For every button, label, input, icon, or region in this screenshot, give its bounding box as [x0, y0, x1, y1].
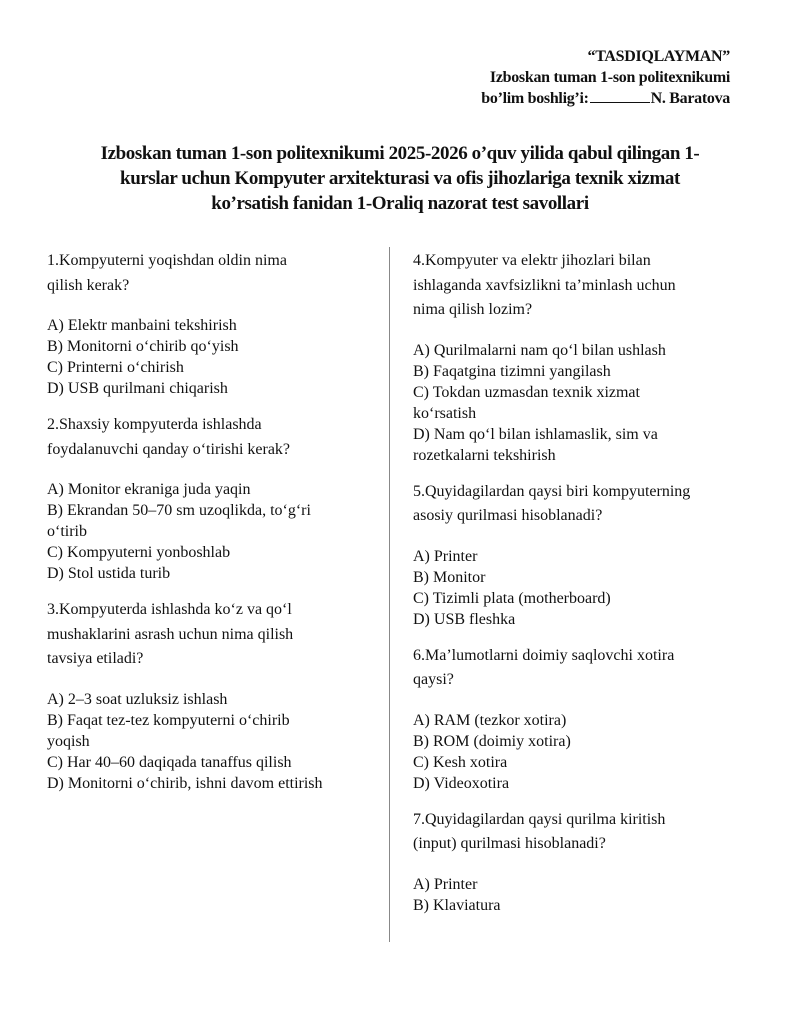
question-line: 5.Quyidagilardan qaysi biri kompyuterning	[413, 482, 691, 500]
answer-option: C) Tizimli plata (motherboard)	[413, 589, 611, 607]
column-divider	[389, 247, 390, 942]
question-line: tavsiya etiladi?	[47, 650, 144, 667]
answer-option: D) Stol ustida turib	[47, 565, 171, 582]
answer-options	[413, 710, 743, 794]
answer-option: A) Printer	[413, 547, 478, 565]
question-block	[47, 413, 377, 584]
answer-option: B) Faqat tez-tez kompyuterni o‘chirib	[47, 711, 290, 729]
question-text	[47, 413, 377, 462]
question-text	[413, 644, 743, 693]
question-block	[413, 249, 743, 466]
document-title	[50, 141, 750, 216]
answer-option: ko‘rsatish	[413, 404, 477, 422]
approval-signature-line	[481, 88, 730, 109]
answer-options	[413, 874, 743, 916]
answer-option: B) Monitorni o‘chirib qo‘yish	[47, 338, 239, 355]
question-text	[413, 249, 743, 323]
question-block	[413, 644, 743, 794]
question-line: mushaklarini asrash uchun nima qilish	[47, 625, 294, 643]
question-text	[413, 808, 743, 857]
answer-option: C) Kesh xotira	[413, 753, 508, 771]
approval-name: N. Baratova	[650, 90, 730, 107]
question-line: 2.Shaxsiy kompyuterda ishlashda	[47, 416, 262, 433]
approval-institution: Izboskan tuman 1-son politexnikumi	[489, 69, 730, 86]
question-block	[47, 598, 377, 794]
answer-option: D) Monitorni o‘chirib, ishni davom ettirish	[47, 774, 323, 792]
question-line: ishlaganda xavfsizlikni ta’minlash uchun	[413, 276, 676, 294]
question-line: 4.Kompyuter va elektr jihozlari bilan	[413, 252, 651, 269]
answer-option: B) Monitor	[413, 568, 486, 586]
answer-option: A) Qurilmalarni nam qo‘l bilan ushlash	[413, 341, 666, 359]
title-line: ko’rsatish fanidan 1-Oraliq nazorat test savollari	[211, 193, 589, 214]
question-text	[47, 249, 377, 298]
answer-option: D) Videoxotira	[413, 774, 510, 792]
answer-option: A) Printer	[413, 875, 478, 893]
answer-option: yoqish	[47, 732, 90, 750]
answer-option: C) Kompyuterni yonboshlab	[47, 544, 231, 561]
question-line: foydalanuvchi qanday o‘tirishi kerak?	[47, 440, 291, 458]
answer-option: B) ROM (doimiy xotira)	[413, 732, 571, 750]
question-line: qaysi?	[413, 671, 454, 688]
question-block	[413, 480, 743, 630]
question-line: 6.Ma’lumotlarni doimiy saqlovchi xotira	[413, 646, 675, 664]
title-line: kurslar uchun Kompyuter arxitekturasi va ofis jihozlariga texnik xizmat	[120, 168, 680, 189]
answer-options	[47, 689, 377, 794]
answer-option: rozetkalarni tekshirish	[413, 446, 556, 464]
answer-options	[413, 546, 743, 630]
answer-option: C) Printerni o‘chirish	[47, 359, 184, 376]
left-column	[47, 249, 377, 808]
answer-option: o‘tirib	[47, 523, 87, 540]
answer-option: D) USB qurilmani chiqarish	[47, 380, 228, 397]
question-line: asosiy qurilmasi hisoblanadi?	[413, 507, 603, 524]
approval-position: bo’lim boshlig’i:	[481, 90, 589, 107]
question-line: (input) qurilmasi hisoblanadi?	[413, 835, 606, 852]
answer-option: D) USB fleshka	[413, 610, 516, 628]
approval-block	[481, 46, 730, 109]
right-column	[413, 249, 743, 930]
signature-blank	[590, 88, 650, 103]
question-block	[47, 249, 377, 399]
answer-option: C) Tokdan uzmasdan texnik xizmat	[413, 383, 640, 401]
answer-option: A) 2–3 soat uzluksiz ishlash	[47, 690, 228, 708]
answer-option: D) Nam qo‘l bilan ishlamaslik, sim va	[413, 425, 658, 443]
answer-option: C) Har 40–60 daqiqada tanaffus qilish	[47, 753, 292, 771]
question-text	[413, 480, 743, 529]
answer-option: B) Ekrandan 50–70 sm uzoqlikda, to‘g‘ri	[47, 502, 311, 519]
answer-options	[47, 315, 377, 399]
question-text	[47, 598, 377, 672]
question-line: 7.Quyidagilardan qaysi qurilma kiritish	[413, 810, 666, 828]
question-line: 3.Kompyuterda ishlashda ko‘z va qo‘l	[47, 601, 292, 618]
approval-heading: “TASDIQLAYMAN”	[587, 48, 730, 65]
question-line: qilish kerak?	[47, 276, 130, 294]
answer-option: A) Elektr manbaini tekshirish	[47, 317, 237, 334]
answer-options	[47, 479, 377, 584]
answer-option: B) Klaviatura	[413, 896, 501, 914]
answer-options	[413, 340, 743, 466]
question-line: nima qilish lozim?	[413, 301, 533, 318]
answer-option: A) Monitor ekraniga juda yaqin	[47, 481, 251, 498]
question-block	[413, 808, 743, 916]
question-line: 1.Kompyuterni yoqishdan oldin nima	[47, 252, 287, 269]
answer-option: A) RAM (tezkor xotira)	[413, 711, 567, 729]
answer-option: B) Faqatgina tizimni yangilash	[413, 362, 611, 380]
title-line: Izboskan tuman 1-son politexnikumi 2025-2026 o’quv yilida qabul qilingan 1-	[100, 143, 700, 164]
